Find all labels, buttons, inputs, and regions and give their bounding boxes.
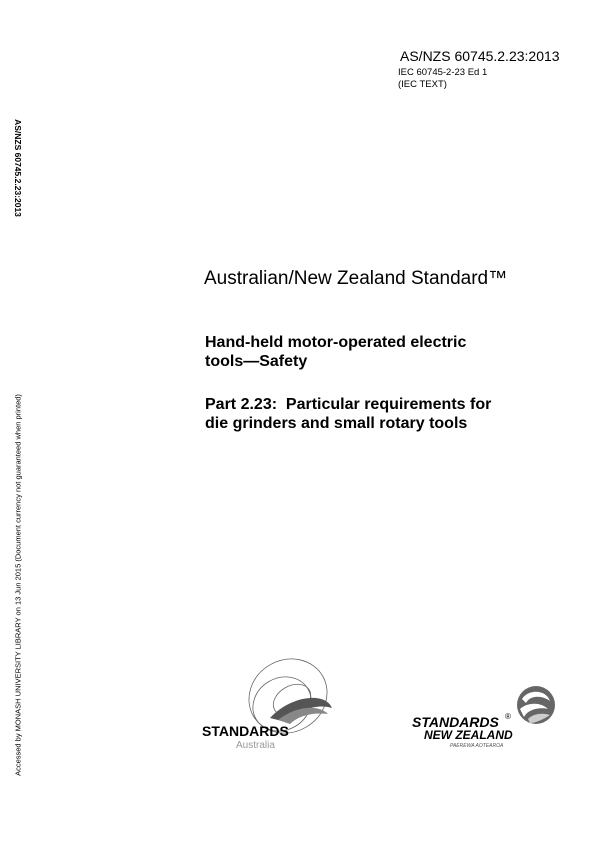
standard-series-title: Australian/New Zealand Standard™ (204, 268, 508, 289)
document-title-line-1: Hand-held motor-operated electric (205, 334, 467, 351)
standards-australia-word2: Australia (236, 740, 275, 751)
snz-word3: PAEREWA AOTEAROA (450, 743, 504, 749)
iec-text-note: (IEC TEXT) (398, 79, 447, 90)
standards-new-zealand-logo (410, 685, 560, 755)
snz-word2: NEW ZEALAND (424, 728, 513, 742)
document-title-line-2: tools—Safety (205, 353, 308, 370)
part-title-line-2: die grinders and small rotary tools (205, 415, 468, 432)
standards-australia-word1: STANDARDS (202, 723, 289, 739)
standards-australia-logo (200, 656, 340, 756)
iec-reference: IEC 60745-2-23 Ed 1 (398, 67, 488, 78)
standard-number: AS/NZS 60745.2.23:2013 (400, 48, 560, 64)
snz-registered-mark: ® (505, 712, 511, 721)
snz-swirl-icon (517, 686, 555, 724)
part-title-line-1: Part 2.23: Particular requirements for (205, 396, 492, 413)
snz-word1: STANDARDS (412, 714, 499, 730)
access-notice: Accessed by MONASH UNIVERSITY LIBRARY on 13 Jun 2015 (Document currency not guaranteed when printed) (13, 394, 23, 776)
spine-standard-number: AS/NZS 60745.2.23:2013 (13, 119, 23, 217)
